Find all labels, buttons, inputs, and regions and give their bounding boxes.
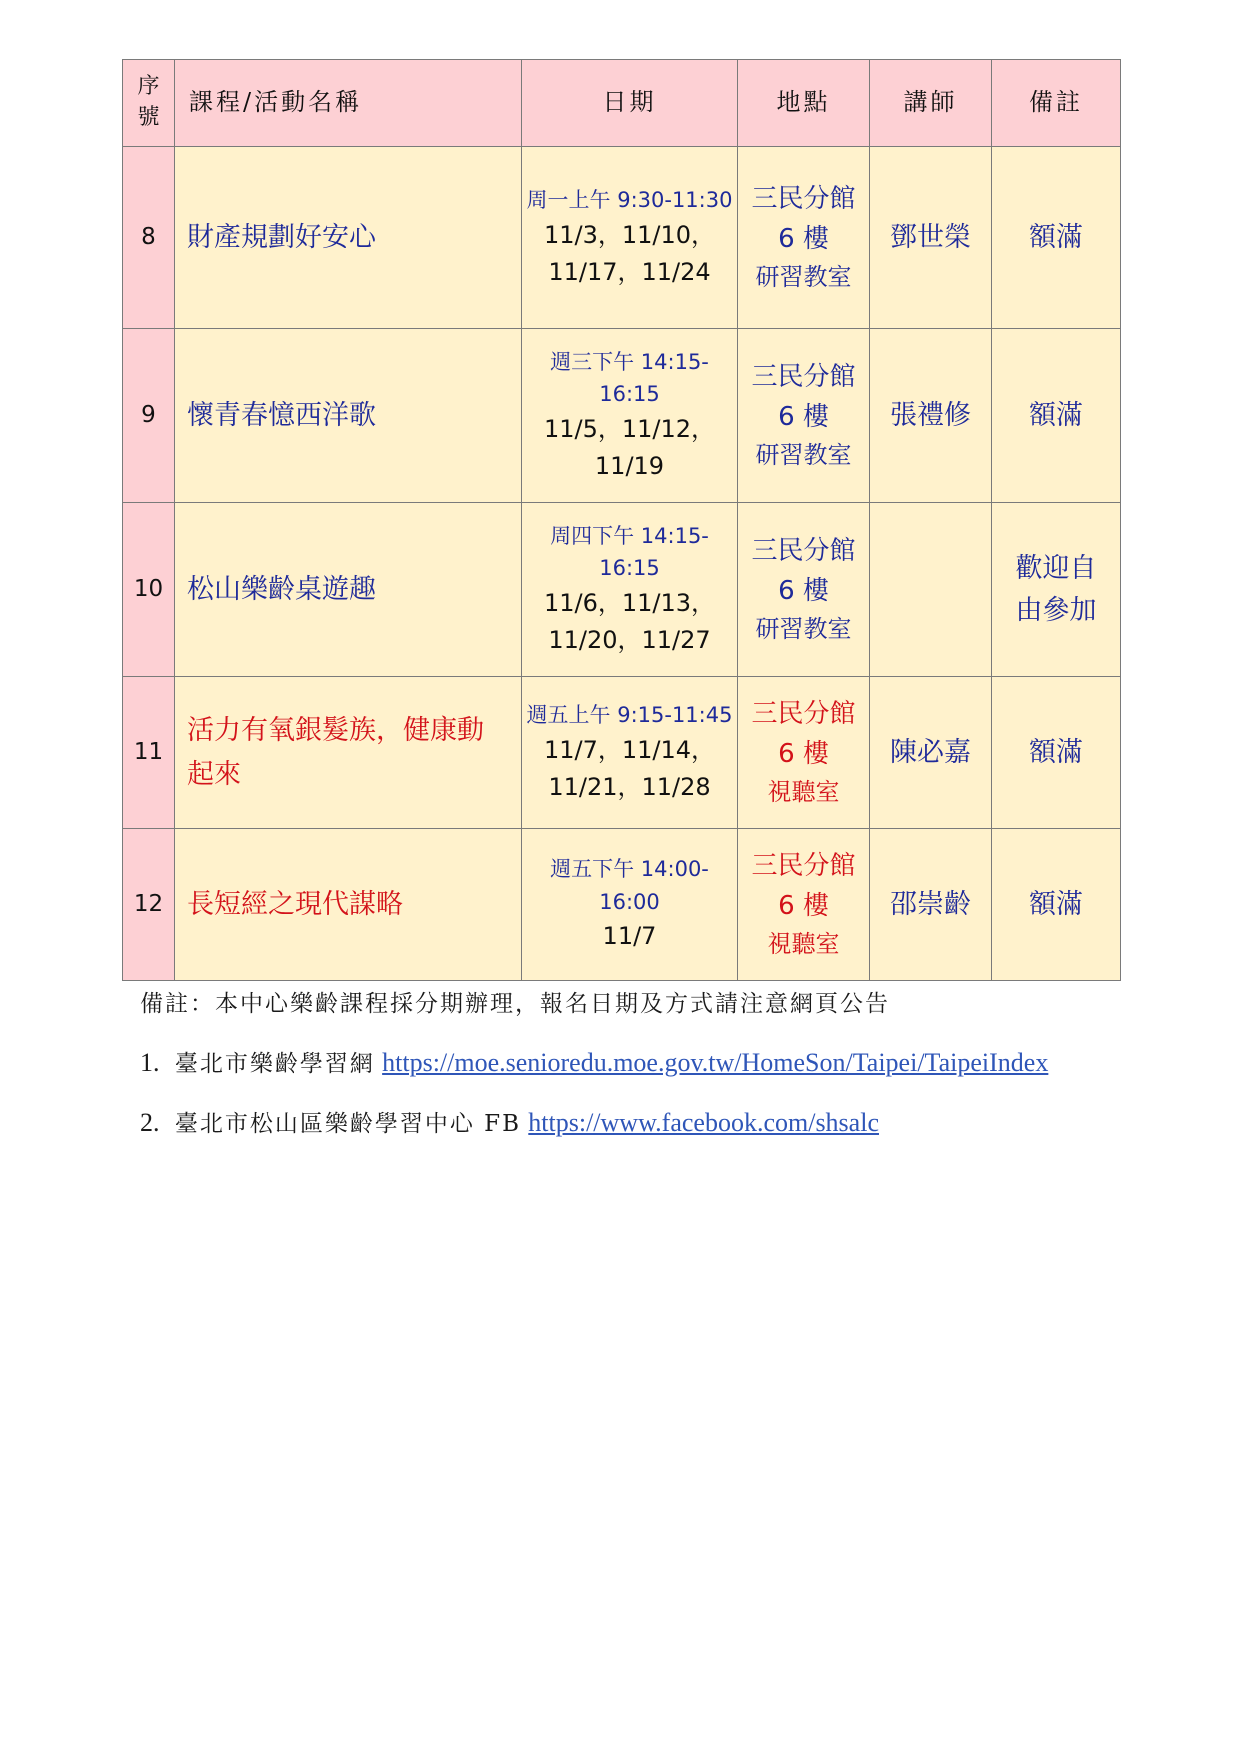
course-location xyxy=(738,677,870,829)
link-item-1 xyxy=(140,1045,1048,1105)
remark-status: 額滿 xyxy=(992,829,1121,981)
table-row xyxy=(123,147,1121,329)
teacher-name: 張禮修 xyxy=(870,329,992,503)
course-time: 16:15 xyxy=(599,382,660,407)
remark-line: 歡迎自 xyxy=(1015,552,1097,584)
teacher-name: 鄧世榮 xyxy=(870,147,992,329)
date-line: 11/7，11/14， xyxy=(543,735,716,764)
remark-status xyxy=(992,503,1121,677)
course-name: 懷青春憶西洋歌 xyxy=(175,329,522,503)
senior-learning-link[interactable]: https://moe.senioredu.moe.gov.tw/HomeSon/Taipei/TaipeiIndex xyxy=(382,1048,1049,1077)
remark-status: 額滿 xyxy=(992,677,1121,829)
course-location xyxy=(738,147,870,329)
location-floor: 6 樓 xyxy=(778,223,829,254)
date-line: 11/19 xyxy=(594,452,665,481)
date-line: 11/20，11/27 xyxy=(548,626,711,655)
table-header-row xyxy=(123,60,1121,147)
table-row xyxy=(123,329,1121,503)
course-dates xyxy=(522,147,738,329)
date-line: 11/17，11/24 xyxy=(548,257,711,286)
course-dates xyxy=(522,329,738,503)
course-time: 週五下午 14:00- xyxy=(550,857,709,882)
course-time: 週五上午 9:15-11:45 xyxy=(526,703,733,728)
location-room: 研習教室 xyxy=(755,441,852,470)
header-teacher: 講師 xyxy=(870,60,992,147)
course-time: 16:15 xyxy=(599,556,660,581)
row-num: 11 xyxy=(123,677,175,829)
course-time: 周一上午 9:30-11:30 xyxy=(526,188,733,213)
course-location xyxy=(738,329,870,503)
course-dates xyxy=(522,503,738,677)
course-name: 長短經之現代謀略 xyxy=(175,829,522,981)
course-dates xyxy=(522,677,738,829)
notes-section xyxy=(140,985,1048,1165)
course-dates xyxy=(522,829,738,981)
location-floor: 6 樓 xyxy=(778,890,829,921)
course-name: 財產規劃好安心 xyxy=(175,147,522,329)
remark-status: 額滿 xyxy=(992,147,1121,329)
course-location xyxy=(738,829,870,981)
location-room: 研習教室 xyxy=(755,263,852,292)
location-floor: 6 樓 xyxy=(778,401,829,432)
date-line: 11/5，11/12， xyxy=(543,414,716,443)
location-branch: 三民分館 xyxy=(751,850,856,881)
location-branch: 三民分館 xyxy=(751,361,856,392)
header-num: 序號 xyxy=(123,60,175,147)
table-row xyxy=(123,829,1121,981)
header-remark: 備註 xyxy=(992,60,1121,147)
header-location: 地點 xyxy=(738,60,870,147)
date-line: 11/3，11/10， xyxy=(543,220,716,249)
course-name-line: 起來 xyxy=(187,758,241,790)
course-location xyxy=(738,503,870,677)
course-time: 週三下午 14:15- xyxy=(550,349,709,374)
course-time: 周四下午 14:15- xyxy=(550,523,709,548)
course-name-line: 活力有氧銀髮族，健康動 xyxy=(187,715,484,747)
list-number: 2. xyxy=(140,1108,160,1137)
date-line: 11/7 xyxy=(602,922,657,951)
location-floor: 6 樓 xyxy=(778,575,829,606)
table-row xyxy=(123,677,1121,829)
date-line: 11/21，11/28 xyxy=(548,772,711,801)
location-floor: 6 樓 xyxy=(778,738,829,769)
course-schedule-table xyxy=(122,59,1121,981)
row-num: 8 xyxy=(123,147,175,329)
location-branch: 三民分館 xyxy=(751,698,856,729)
link-label: 臺北市樂齡學習網 xyxy=(174,1051,375,1077)
location-room: 視聽室 xyxy=(767,930,840,959)
row-num: 10 xyxy=(123,503,175,677)
row-num: 9 xyxy=(123,329,175,503)
date-line: 11/6，11/13， xyxy=(543,588,716,617)
teacher-name: 陳必嘉 xyxy=(870,677,992,829)
header-date: 日期 xyxy=(522,60,738,147)
remark-line: 由參加 xyxy=(1015,594,1097,626)
location-branch: 三民分館 xyxy=(751,183,856,214)
course-time: 16:00 xyxy=(599,889,660,914)
course-name: 松山樂齡桌遊趣 xyxy=(175,503,522,677)
link-item-2 xyxy=(140,1105,1048,1165)
course-name xyxy=(175,677,522,829)
location-room: 研習教室 xyxy=(755,615,852,644)
remark-status: 額滿 xyxy=(992,329,1121,503)
link-label: 臺北市松山區樂齡學習中心 FB xyxy=(174,1111,521,1137)
teacher-name xyxy=(870,503,992,677)
facebook-link[interactable]: https://www.facebook.com/shsalc xyxy=(528,1108,879,1137)
table-row xyxy=(123,503,1121,677)
list-number: 1. xyxy=(140,1048,160,1077)
teacher-name: 邵崇齡 xyxy=(870,829,992,981)
remark-note: 備註：本中心樂齡課程採分期辦理，報名日期及方式請注意網頁公告 xyxy=(140,991,890,1017)
header-name: 課程/活動名稱 xyxy=(175,60,522,147)
location-branch: 三民分館 xyxy=(751,535,856,566)
location-room: 視聽室 xyxy=(767,778,840,807)
row-num: 12 xyxy=(123,829,175,981)
